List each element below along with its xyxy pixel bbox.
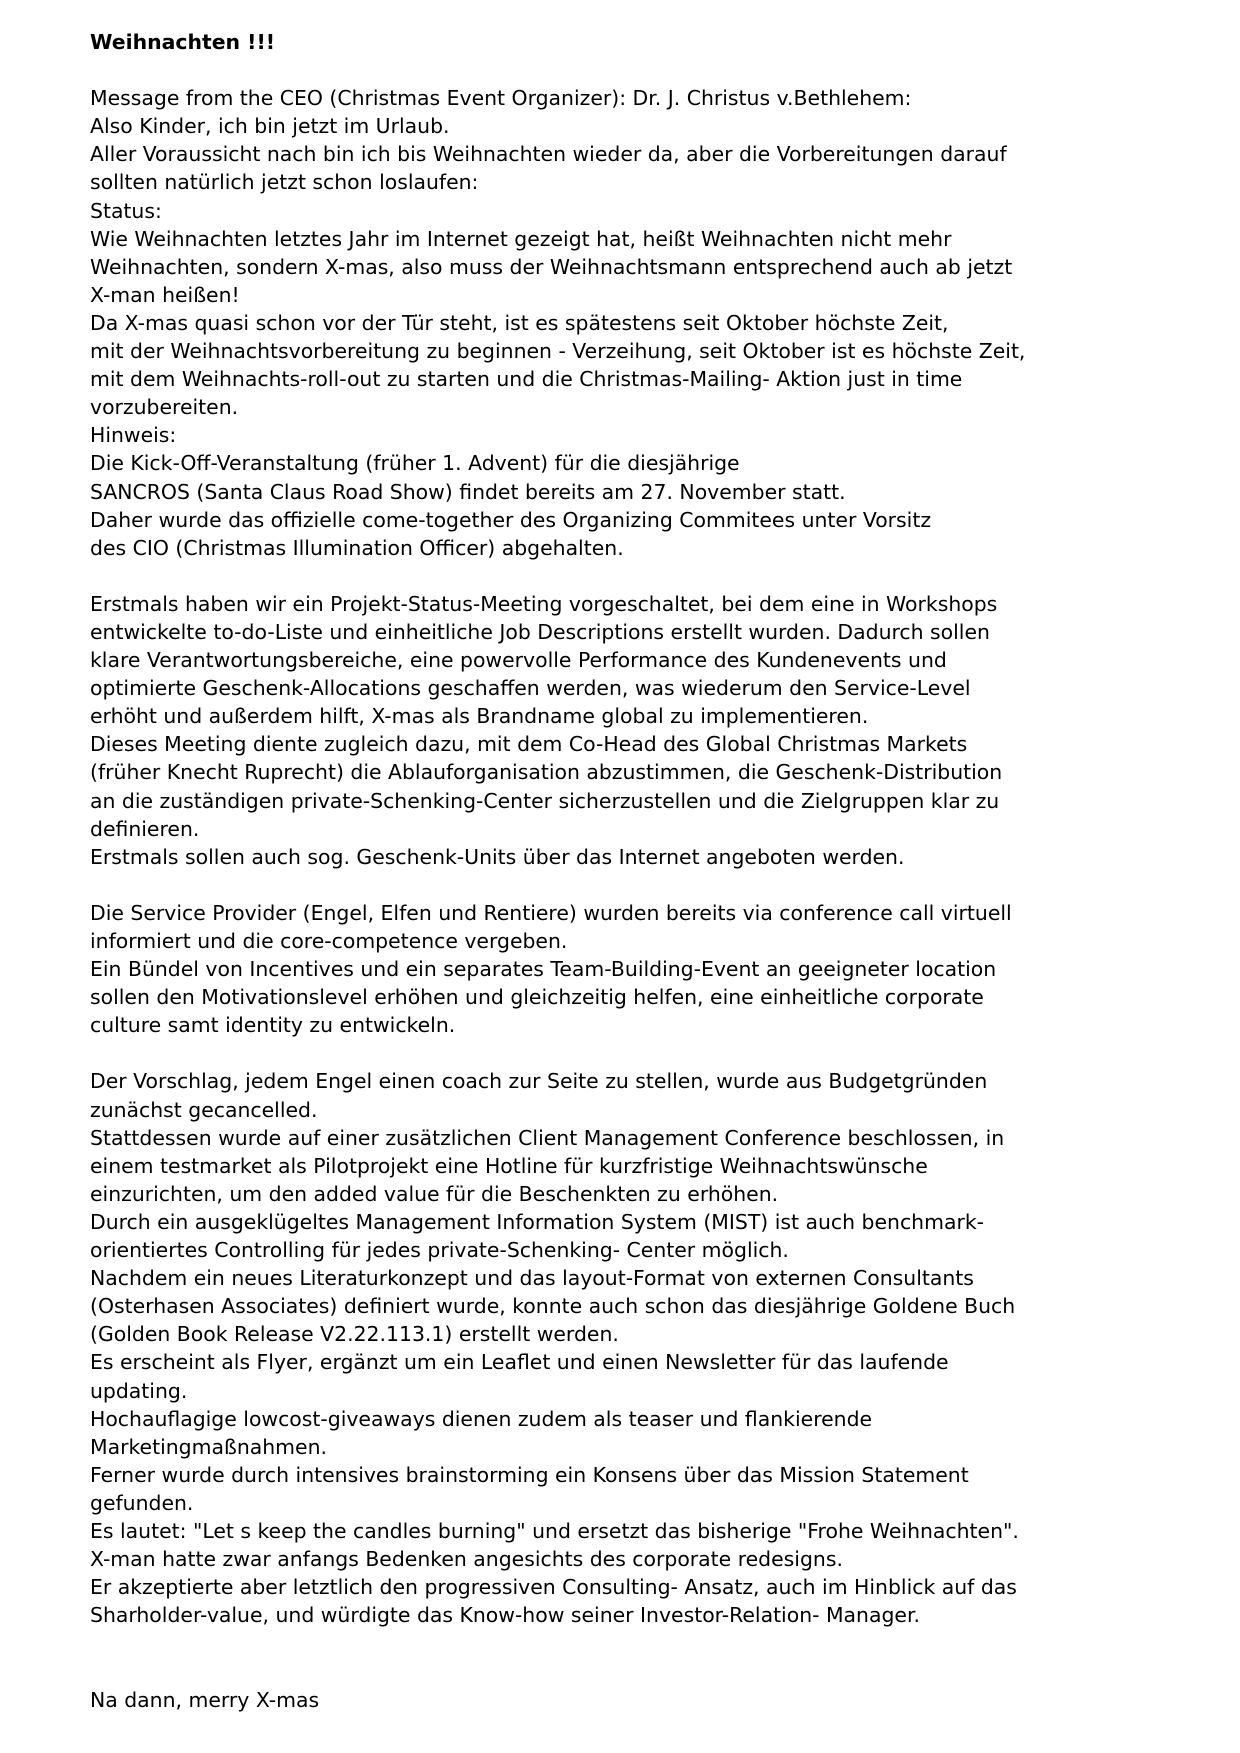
text-line: Der Vorschlag, jedem Engel einen coach zur Seite zu stellen, wurde aus Budgetgründen bbox=[90, 1069, 988, 1094]
text-line: informiert und die core-competence vergeben. bbox=[90, 929, 568, 953]
document-page bbox=[90, 28, 1210, 1714]
text-line: optimierte Geschenk-Allocations geschaffen werden, was wiederum den Service-Level bbox=[90, 676, 971, 701]
text-line: an die zuständigen private-Schenking-Center sicherzustellen und die Zielgruppen klar zu bbox=[90, 788, 1000, 813]
text-line: definieren. bbox=[90, 816, 200, 841]
text-line: Da X-mas quasi schon vor der Tür steht, ist es spätestens seit Oktober höchste Zeit, bbox=[90, 310, 949, 335]
text-line: Nachdem ein neues Literaturkonzept und das layout-Format von externen Consultants bbox=[90, 1266, 974, 1291]
text-line: SANCROS (Santa Claus Road Show) findet bereits am 27. November statt. bbox=[90, 479, 846, 504]
text-line: Status: bbox=[90, 198, 162, 223]
text-line: zunächst gecancelled. bbox=[90, 1097, 318, 1122]
text-line: culture samt identity zu entwickeln. bbox=[90, 1013, 456, 1038]
spacer bbox=[90, 562, 1210, 590]
text-line: vorzubereiten. bbox=[90, 395, 239, 420]
text-line: Aller Voraussicht nach bin ich bis Weihnachten wieder da, aber die Vorbereitungen darauf bbox=[90, 142, 1007, 167]
text-line: entwickelte to-do-Liste und einheitliche Job Descriptions erstellt wurden. Dadurch sollen bbox=[90, 619, 990, 644]
text-line: Daher wurde das offizielle come-together des Organizing Commitees unter Vorsitz bbox=[90, 507, 932, 532]
text-line: (Osterhasen Associates) definiert wurde, konnte auch schon das diesjährige Goldene Buch bbox=[90, 1294, 1016, 1319]
paragraph-status-meeting bbox=[90, 590, 1210, 871]
text-line: orientiertes Controlling für jedes private-Schenking- Center möglich. bbox=[90, 1238, 789, 1263]
text-line: des CIO (Christmas Illumination Officer) abgehalten. bbox=[90, 535, 624, 560]
closing-line: Na dann, merry X-mas bbox=[90, 1687, 320, 1712]
text-line: X-man heißen! bbox=[90, 282, 240, 307]
text-line: (Golden Book Release V2.22.113.1) erstellt werden. bbox=[90, 1322, 619, 1347]
spacer bbox=[90, 1629, 1210, 1685]
text-line: Message from the CEO (Christmas Event Organizer): Dr. J. Christus v.Bethlehem: bbox=[90, 86, 912, 111]
text-line: Also Kinder, ich bin jetzt im Urlaub. bbox=[90, 114, 450, 139]
text-line: Es lautet: "Let s keep the candles burning" und ersetzt das bisherige "Frohe Weihnachten". bbox=[90, 1518, 1019, 1543]
text-line: Die Service Provider (Engel, Elfen und Rentiere) wurden bereits via conference call virtuell bbox=[90, 900, 1012, 925]
text-line: Dieses Meeting diente zugleich dazu, mit dem Co-Head des Global Christmas Markets bbox=[90, 732, 968, 757]
text-line: Stattdessen wurde auf einer zusätzlichen Client Management Conference beschlossen, in bbox=[90, 1125, 1005, 1150]
text-line: einem testmarket als Pilotprojekt eine Hotline für kurzfristige Weihnachtswünsche bbox=[90, 1153, 928, 1178]
text-line: gefunden. bbox=[90, 1490, 194, 1515]
spacer bbox=[90, 56, 1210, 84]
text-line: Durch ein ausgeklügeltes Management Information System (MIST) ist auch benchmark- bbox=[90, 1209, 985, 1234]
text-line: updating. bbox=[90, 1378, 188, 1403]
paragraph-ceo-message bbox=[90, 84, 1210, 562]
text-line: mit der Weihnachtsvorbereitung zu beginnen - Verzeihung, seit Oktober ist es höchste Zeit, bbox=[90, 339, 1026, 364]
text-line: mit dem Weihnachts-roll-out zu starten und die Christmas-Mailing- Aktion just in time bbox=[90, 367, 963, 392]
text-line: Ferner wurde durch intensives brainstorming ein Konsens über das Mission Statement bbox=[90, 1462, 969, 1487]
text-line: Erstmals sollen auch sog. Geschenk-Units über das Internet angeboten werden. bbox=[90, 844, 905, 869]
text-line: Es erscheint als Flyer, ergänzt um ein Leaflet und einen Newsletter für das laufende bbox=[90, 1350, 949, 1375]
text-line: (früher Knecht Ruprecht) die Ablauforganisation abzustimmen, die Geschenk-Distribution bbox=[90, 760, 1003, 785]
text-line: sollten natürlich jetzt schon loslaufen: bbox=[90, 170, 479, 195]
text-line: einzurichten, um den added value für die Beschenkten zu erhöhen. bbox=[90, 1181, 779, 1206]
text-line: Hochauflagige lowcost-giveaways dienen zudem als teaser und flankierende bbox=[90, 1406, 873, 1431]
text-line: Ein Bündel von Incentives und ein separates Team-Building-Event an geeigneter location bbox=[90, 957, 997, 982]
spacer bbox=[90, 871, 1210, 899]
text-line: klare Verantwortungsbereiche, eine powervolle Performance des Kundenevents und bbox=[90, 648, 947, 673]
text-line: Er akzeptierte aber letztlich den progressiven Consulting- Ansatz, auch im Hinblick auf das bbox=[90, 1575, 1017, 1600]
spacer bbox=[90, 1039, 1210, 1067]
text-line: Weihnachten, sondern X-mas, also muss der Weihnachtsmann entsprechend auch ab jetzt bbox=[90, 254, 1013, 279]
text-line: Wie Weihnachten letztes Jahr im Internet gezeigt hat, heißt Weihnachten nicht mehr bbox=[90, 226, 952, 251]
text-line: Erstmals haben wir ein Projekt-Status-Meeting vorgeschaltet, bei dem eine in Workshops bbox=[90, 591, 998, 616]
text-line: sollen den Motivationslevel erhöhen und gleichzeitig helfen, eine einheitliche corporate bbox=[90, 985, 984, 1010]
paragraph-service-providers bbox=[90, 899, 1210, 1039]
document-title: Weihnachten !!! bbox=[90, 30, 276, 54]
text-line: erhöht und außerdem hilft, X-mas als Brandname global zu implementieren. bbox=[90, 704, 869, 729]
text-line: Hinweis: bbox=[90, 423, 177, 448]
paragraph-proposal bbox=[90, 1067, 1210, 1629]
text-line: X-man hatte zwar anfangs Bedenken angesichts des corporate redesigns. bbox=[90, 1547, 843, 1572]
text-line: Marketingmaßnahmen. bbox=[90, 1434, 327, 1459]
text-line: Die Kick-Off-Veranstaltung (früher 1. Advent) für die diesjährige bbox=[90, 451, 740, 476]
text-line: Sharholder-value, und würdigte das Know-how seiner Investor-Relation- Manager. bbox=[90, 1603, 920, 1628]
